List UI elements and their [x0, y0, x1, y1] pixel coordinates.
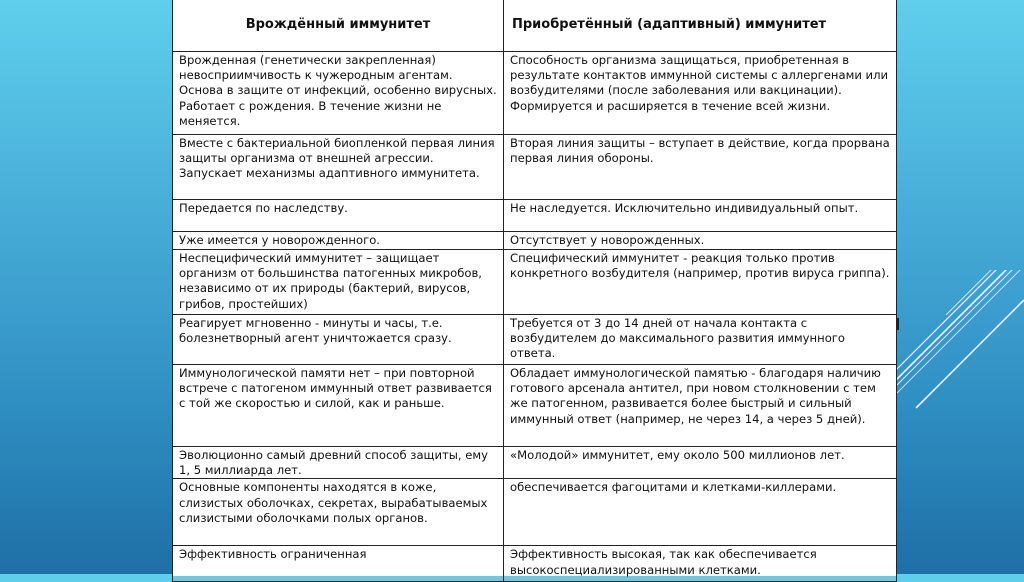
table-header-row [173, 0, 897, 52]
cell-adaptive: Вторая линия защиты – вступает в действие, когда прорвана первая линия обороны. [504, 135, 897, 200]
table-row [173, 315, 897, 365]
table-row [173, 365, 897, 447]
cell-adaptive: обеспечивается фагоцитами и клетками-киллерами. [504, 479, 897, 546]
table-row [173, 200, 897, 232]
header-innate-immunity: Врождённый иммунитет [173, 0, 504, 52]
table-row [173, 447, 897, 479]
cell-innate: Неспецифический иммунитет – защищает организм от большинства патогенных микробов, независимо от их природы (бактерий, вирусов, грибов, простейших) [173, 250, 504, 315]
table-row [173, 135, 897, 200]
decorative-line [896, 270, 1024, 386]
header-adaptive-immunity: Приобретённый (адаптивный) иммунитет [504, 0, 897, 52]
table-row [173, 250, 897, 315]
cell-adaptive: Обладает иммунологической памятью - благодаря наличию готового арсенала антител, при новом столкновении с тем же патогенном, развивается более быстрый и сильный иммунный ответ (например, не через 14, а через 5 дней). [504, 365, 897, 447]
immunity-comparison-table-container [172, 0, 896, 576]
decorative-line [916, 300, 1024, 408]
cell-adaptive: Отсутствует у новорожденных. [504, 232, 897, 250]
cell-adaptive: Не наследуется. Исключительно индивидуальный опыт. [504, 200, 897, 232]
cell-innate: Основные компоненты находятся в коже, слизистых оболочках, секретах, вырабатываемых слизистыми оболочками полых органов. [173, 479, 504, 546]
table-edge-mark [897, 318, 899, 330]
table-row [173, 52, 897, 135]
cell-innate: Эффективность ограниченная [173, 546, 504, 582]
cell-innate: Вместе с бактериальной биопленкой первая линия защиты организма от внешней агрессии. Запускает механизмы адаптивного иммунитета. [173, 135, 504, 200]
cell-innate: Передается по наследству. [173, 200, 504, 232]
cell-adaptive: Эффективность высокая, так как обеспечивается высокоспециализированными клетками. [504, 546, 897, 582]
cell-adaptive: «Молодой» иммунитет, ему около 500 миллионов лет. [504, 447, 897, 479]
cell-innate: Врожденная (генетически закрепленная) невосприимчивость к чужеродным агентам. Основа в защите от инфекций, особенно вирусных. Работает с рождения. В течение жизни не меняется. [173, 52, 504, 135]
immunity-comparison-table [172, 0, 897, 582]
cell-innate: Уже имеется у новорожденного. [173, 232, 504, 250]
cell-innate: Иммунологической памяти нет – при повторной встрече с патогеном иммунный ответ развивается с той же скоростью и силой, как и раньше. [173, 365, 504, 447]
cell-adaptive: Специфический иммунитет - реакция только против конкретного возбудителя (например, против вируса гриппа). [504, 250, 897, 315]
table-row [173, 479, 897, 546]
table-row [173, 546, 897, 582]
decorative-line [896, 270, 1024, 394]
cell-adaptive: Требуется от 3 до 14 дней от начала контакта с возбудителем до максимального развития иммунного ответа. [504, 315, 897, 365]
cell-innate: Эволюционно самый древний способ защиты, ему 1, 5 миллиарда лет. [173, 447, 504, 479]
decorative-diagonal-lines [896, 270, 1024, 450]
cell-adaptive: Способность организма защищаться, приобретенная в результате контактов иммунной системы с аллергенами или возбудителями (после заболевания или вакцинации). Формируется и расширяется в течение всей жизни. [504, 52, 897, 135]
table-row [173, 232, 897, 250]
cell-innate: Реагирует мгновенно - минуты и часы, т.е. болезнетворный агент уничтожается сразу. [173, 315, 504, 365]
